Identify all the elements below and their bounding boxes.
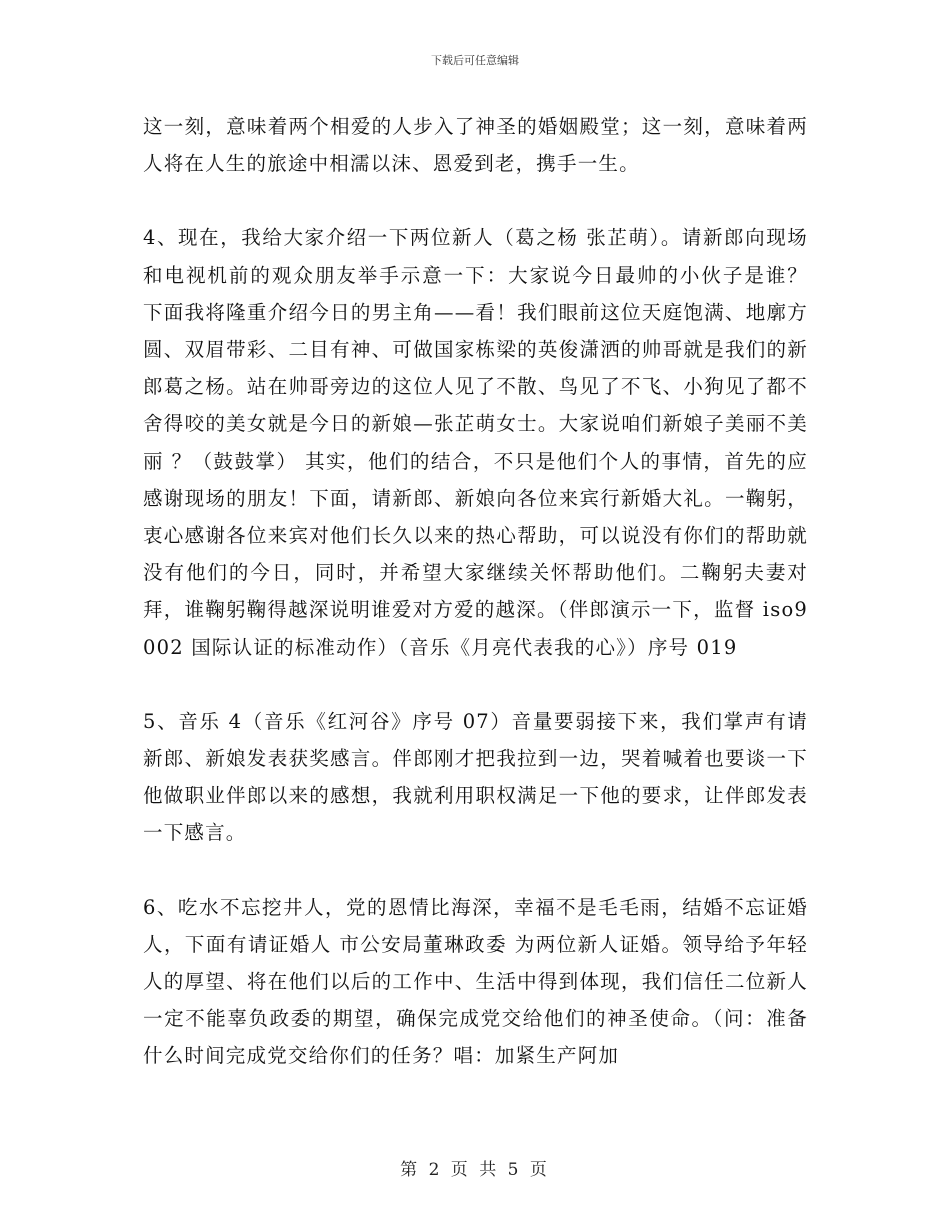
page-header: 下载后可任意编辑 (431, 54, 519, 67)
paragraph-spacer (143, 182, 808, 219)
paragraph-4: 6、吃水不忘挖井人，党的恩情比海深，幸福不是毛毛雨，结婚不忘证婚人，下面有请证婚人 市公安局董琳政委 为两位新人证婚。领导给予年轻人的厚望、将在他们以后的工作中、生活中得到体现，我们信任二位新人一定不能辜负政委的期望，确保完成党交给他们的神圣使命。（问：准备什么时间完成党交给你们的任务？唱：加紧生产阿加 (143, 895, 808, 1068)
page-footer: 第 2 页 共 5 页 (400, 1160, 550, 1180)
paragraph-1: 这一刻，意味着两个相爱的人步入了神圣的婚姻殿堂；这一刻，意味着两人将在人生的旅途中相濡以沫、恩爱到老，携手一生。 (143, 115, 808, 176)
paragraph-3: 5、音乐 4（音乐《红河谷》序号 07）音量要弱接下来，我们掌声有请新郎、新娘发表获奖感言。伴郎刚才把我拉到一边，哭着喊着也要谈一下他做职业伴郎以来的感想，我就利用职权满足一下他的要求，让伴郎发表一下感言。 (143, 709, 808, 845)
paragraph-spacer (143, 852, 808, 889)
paragraph-spacer (143, 666, 808, 703)
document-body (143, 108, 816, 1075)
paragraph-2: 4、现在，我给大家介绍一下两位新人（葛之杨 张芷萌）。请新郎向现场和电视机前的观众朋友举手示意一下：大家说今日最帅的小伙子是谁？ 下面我将隆重介绍今日的男主角——看！我们眼前这位天庭饱满、地廓方圆、双眉带彩、二目有神、可做国家栋梁的英俊潇洒的帅哥就是我们的新郎葛之杨。站在帅哥旁边的这位人见了不散、鸟见了不飞、小狗见了都不舍得咬的美女就是今日的新娘—张芷萌女士。大家说咱们新娘子美丽不美丽 ？（鼓鼓掌） 其实，他们的结合，不只是他们个人的事情，首先的应感谢现场的朋友！下面，请新郎、新娘向各位来宾行新婚大礼。一鞠躬，衷心感谢各位来宾对他们长久以来的热心帮助，可以说没有你们的帮助就没有他们的今日，同时，并希望大家继续关怀帮助他们。二鞠躬夫妻对拜，谁鞠躬鞠得越深说明谁爱对方爱的越深。（伴郎演示一下，监督 iso9002 国际认证的标准动作）（音乐《月亮代表我的心》）序号 019 (143, 226, 816, 659)
